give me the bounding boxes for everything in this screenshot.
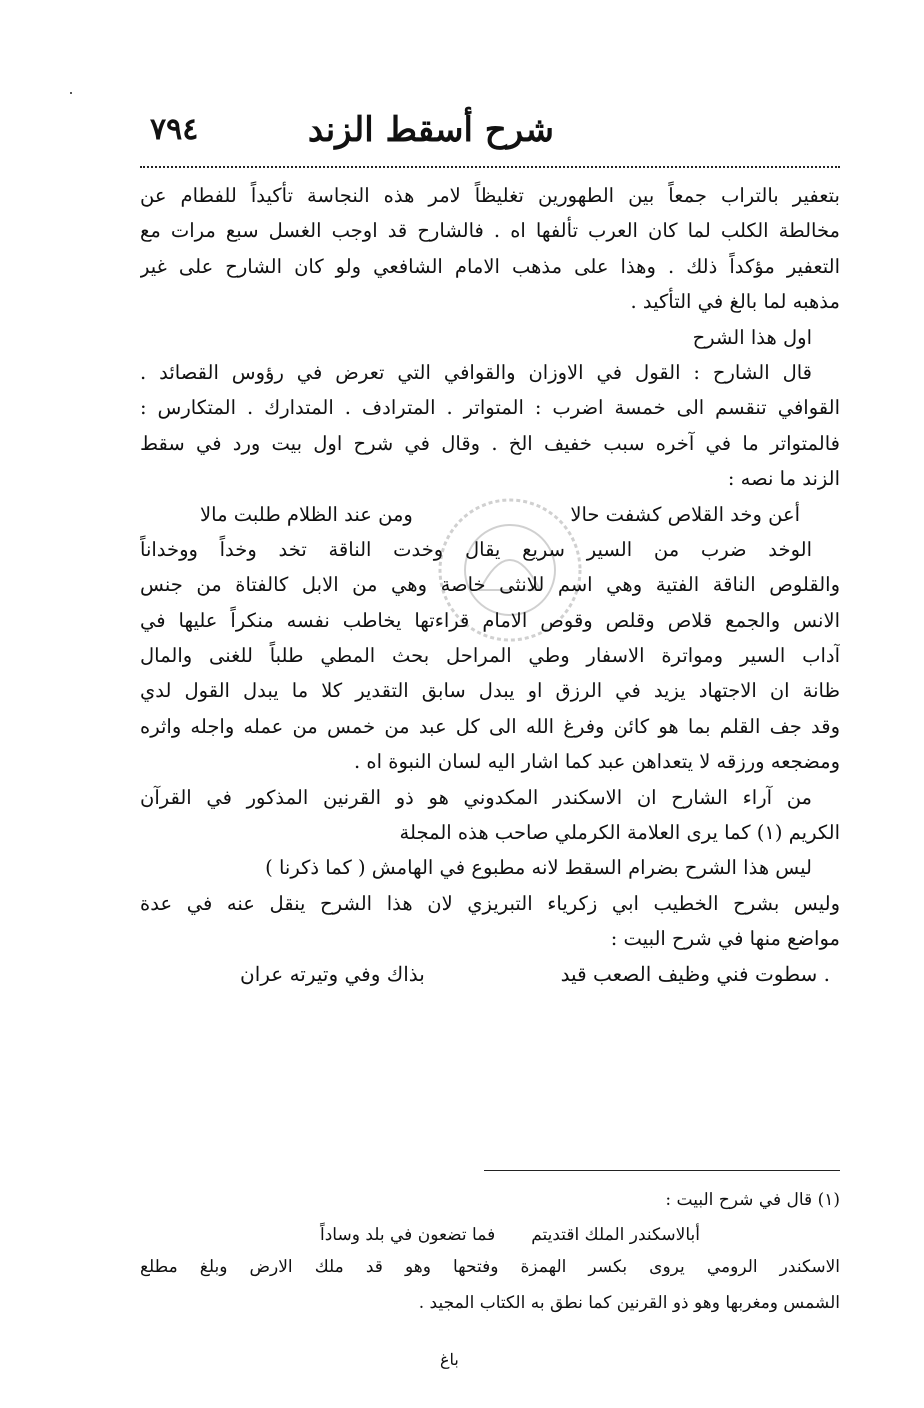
text-line: ومضجعه ورزقه لا يتعداهن عبد كما اشار اليه لسان النبوة اه . [354,750,840,774]
verse-first-hemistich: أبالاسكندر الملك اقتديتم [531,1225,700,1246]
verse-first-hemistich: . سطوت فني وظيف الصعب قيد [560,961,830,986]
text-line: الوخد ضرب من السير سريع يقال وخدت الناقة تخد وخداً ووخداناً [140,537,812,561]
verse-second-hemistich: فما تضعون في بلد وساداً [320,1225,496,1246]
text-line: الانس والجمع قلاص وقلص وقوص الامام قراءتها يخاطب نفسه منكراً عليها في [140,608,840,632]
text-line: ظانة ان الاجتهاد يزيد في الرزق او يبدل سابق التقدير كلا ما يبدل القول لدي [140,679,840,703]
text-line: مخالطة الكلب لما كان العرب تألفها اه . فالشارح قد اوجب الغسل سبع مرات مع [140,219,840,243]
text-line: ليس هذا الشرح بضرام السقط لانه مطبوع في الهامش ( كما ذكرنا ) [265,856,812,880]
text-line: آداب السير ومواترة الاسفار وطي المراحل بحث المطي طلباً للغنى والمال [140,644,840,668]
page-header [140,110,784,160]
footnote-line: الاسكندر الرومي يروى بكسر الهمزة وفتحها وهو قد ملك الارض وبلغ مطلع [140,1257,840,1278]
text-line: القوافي تنقسم الى خمسة اضرب : المتواتر . المترادف . المتدارك . المتكارس : [140,396,840,420]
section-heading: اول هذا الشرح [692,325,812,349]
footnote-intro: (١) قال في شرح البيت : [665,1190,840,1210]
verse-second-hemistich: بذاك وفي وتيرته عران [240,961,425,986]
footnote-verse [140,1219,840,1251]
text-line: والقلوص الناقة الفتية وهي اسم للانثى خاصة وهي من الابل كالفتاة من جنس [140,573,840,597]
text-line: مذهبه لما بالغ في التأكيد . [630,290,840,314]
text-line: بتعفير بالتراب جمعاً بين الطهورين تغليظاً لامر هذه النجاسة تأكيداً للفطام عن [140,184,840,207]
text-line: مواضع منها في شرح البيت : [610,927,840,951]
text-line: وليس بشرح الخطيب ابي زكرياء التبريزي لان هذا الشرح ينقل عنه في عدة [140,891,840,915]
header-rule [140,166,840,168]
poem-verse [140,497,840,532]
text-line: من آراء الشارح ان الاسكندر المكدوني هو ذو القرنين المذكور في القرآن [140,785,812,809]
text-line: قال الشارح : القول في الاوزان والقوافي التي تعرض في رؤوس القصائد . [140,360,812,384]
text-line: فالمتواتر ما في آخره سبب خفيف الخ . وقال في شرح اول بيت ورد في سقط [140,431,840,455]
verse-first-hemistich: أعن وخد القلاص كشفت حالا [570,502,800,526]
text-line: وقد جف القلم بما هو كائن وفرغ الله الى كل عبد من خمس من عمله واجله واثره [140,714,840,738]
text-line: الكريم (١) كما يرى العلامة الكرملي صاحب هذه المجلة [399,821,840,845]
running-title: شرح أسقط الزند [307,110,554,150]
text-line: التعفير مؤكداً ذلك . وهذا على مذهب الامام الشافعي ولو كان الشارح على غير [140,254,840,278]
main-text [140,178,840,997]
footnote-rule [484,1170,840,1171]
speck [70,92,72,94]
verse-second-hemistich: ومن عند الظلام طلبت مالا [200,502,413,526]
text-line: الزند ما نصه : [727,467,840,491]
printer-signature: باغ [440,1350,459,1369]
page-number: ٧٩٤ [150,112,199,147]
poem-verse [140,957,840,997]
footnotes [140,1184,840,1322]
footnote-line: الشمس ومغربها وهو ذو القرنين كما نطق به الكتاب المجيد . [418,1292,840,1313]
